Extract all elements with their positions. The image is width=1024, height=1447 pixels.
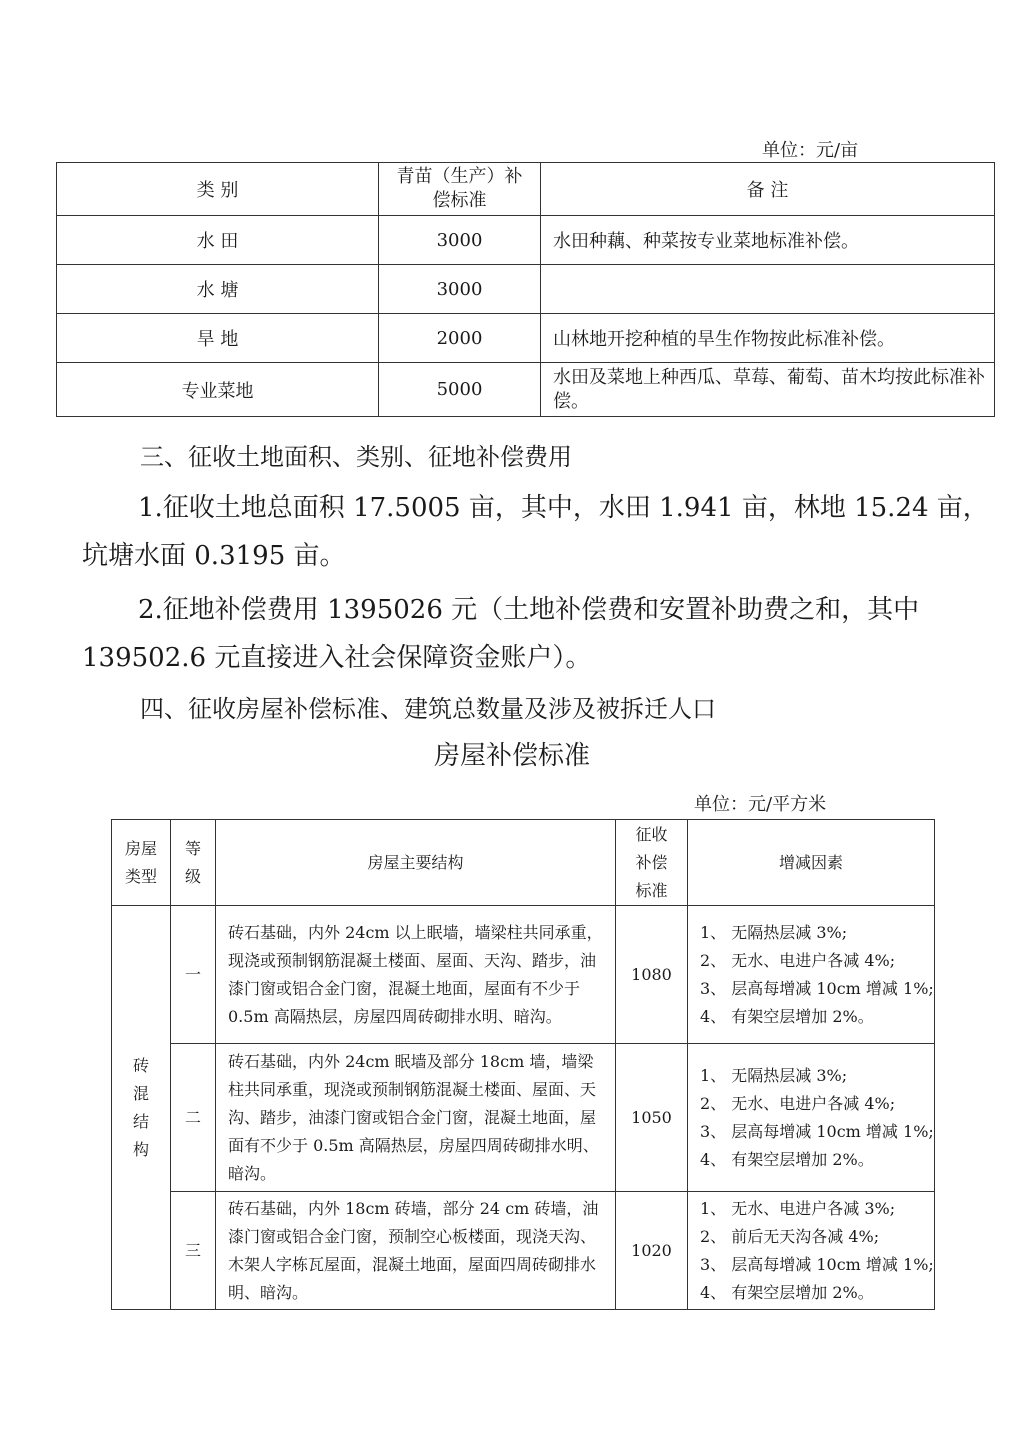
structure-cell: 砖石基础，内外 24cm 以上眠墙，墙梁柱共同承重，现浇或预制钢筋混凝土楼面、屋面、天沟、踏步，油漆门窗或铝合金门窗，混凝土地面，屋面有不少于 0.5m 高隔热层，房屋四周砖砌排水明、暗沟。 [216,906,616,1044]
row-standard: 3000 [379,216,541,265]
header-grade-line: 级 [184,866,201,886]
header-standard [616,820,688,906]
header-grade-line: 等 [184,838,201,858]
row-standard: 3000 [379,265,541,314]
factor-item: 1、 无隔热层减 3%; [700,1065,848,1085]
house-type-cell [112,906,171,1310]
grade-cell: 二 [171,1044,216,1192]
header-structure: 房屋主要结构 [216,820,616,906]
standard-cell: 1020 [616,1192,688,1310]
header-standard-line: 征收 [635,824,668,844]
house-type-char: 构 [132,1139,149,1159]
grade-cell: 一 [171,906,216,1044]
structure-cell: 砖石基础，内外 24cm 眠墙及部分 18cm 墙，墙梁柱共同承重，现浇或预制钢筋混凝土楼面、屋面、天沟、踏步，油漆门窗或铝合金门窗，混凝土地面，屋面有不少于 0.5m 高隔热层，房屋四周砖砌排水明、暗沟。 [216,1044,616,1192]
standard-cell: 1080 [616,906,688,1044]
house-type-char: 混 [132,1083,149,1103]
grade-cell: 三 [171,1192,216,1310]
factor-item: 2、 无水、电进户各减 4%; [700,950,896,970]
header-category: 类 别 [57,163,379,216]
section3-paragraph2-line1: 2.征地补偿费用 1395026 元（土地补偿费和安置补助费之和，其中 [138,595,920,625]
house-type-char: 砖 [132,1055,149,1075]
section3-paragraph1-line2: 坑塘水面 0.3195 亩。 [82,541,346,571]
factors-cell [688,1044,935,1192]
factor-item: 3、 层高每增减 10cm 增减 1%; [700,1121,934,1141]
factor-item: 1、 无水、电进户各减 3%; [700,1198,896,1218]
row-remark: 水田种藕、种菜按专业菜地标准补偿。 [541,216,995,265]
factor-item: 3、 层高每增减 10cm 增减 1%; [700,1254,934,1274]
structure-cell: 砖石基础，内外 18cm 砖墙，部分 24 cm 砖墙，油漆门窗或铝合金门窗，预制空心板楼面，现浇天沟、木架人字栋瓦屋面，混凝土地面，屋面四周砖砌排水明、暗沟。 [216,1192,616,1310]
row-category: 旱 地 [57,314,379,363]
header-remark: 备 注 [541,163,995,216]
section4-heading: 四、征收房屋补偿标准、建筑总数量及涉及被拆迁人口 [140,695,716,723]
factor-item: 1、 无隔热层减 3%; [700,922,848,942]
row-category: 水 塘 [57,265,379,314]
factor-item: 4、 有架空层增加 2%。 [700,1149,874,1169]
header-standard: 青苗（生产）补偿标准 [379,163,541,216]
house-compensation-table [111,819,935,1310]
header-standard-line: 标准 [635,880,668,900]
factor-item: 2、 无水、电进户各减 4%; [700,1093,896,1113]
header-standard-line: 补偿 [635,852,668,872]
house-type-char: 结 [132,1111,149,1131]
row-category: 专业菜地 [57,363,379,417]
row-remark [541,265,995,314]
section3-paragraph1-line1: 1.征收土地总面积 17.5005 亩，其中，水田 1.941 亩，林地 15.24 亩， [138,493,989,523]
header-factors: 增减因素 [688,820,935,906]
factor-item: 4、 有架空层增加 2%。 [700,1282,874,1302]
row-category: 水 田 [57,216,379,265]
header-house-type-line: 类型 [124,866,157,886]
seedling-compensation-table [56,162,995,417]
factor-item: 3、 层高每增减 10cm 增减 1%; [700,978,934,998]
row-remark: 水田及菜地上种西瓜、草莓、葡萄、苗木均按此标准补偿。 [541,363,995,417]
table2-unit: 单位：元/平方米 [694,794,827,815]
row-standard: 2000 [379,314,541,363]
factors-cell [688,1192,935,1310]
header-house-type [112,820,171,906]
row-standard: 5000 [379,363,541,417]
header-house-type-line: 房屋 [124,838,157,858]
section3-paragraph2-line2: 139502.6 元直接进入社会保障资金账户）。 [82,643,592,673]
table1-unit: 单位：元/亩 [762,140,859,161]
standard-cell: 1050 [616,1044,688,1192]
row-remark: 山林地开挖种植的旱生作物按此标准补偿。 [541,314,995,363]
factor-item: 2、 前后无天沟各减 4%; [700,1226,880,1246]
factors-cell [688,906,935,1044]
header-grade [171,820,216,906]
factor-item: 4、 有架空层增加 2%。 [700,1006,874,1026]
section3-heading: 三、征收土地面积、类别、征地补偿费用 [140,443,572,471]
house-table-title: 房屋补偿标准 [433,741,590,771]
